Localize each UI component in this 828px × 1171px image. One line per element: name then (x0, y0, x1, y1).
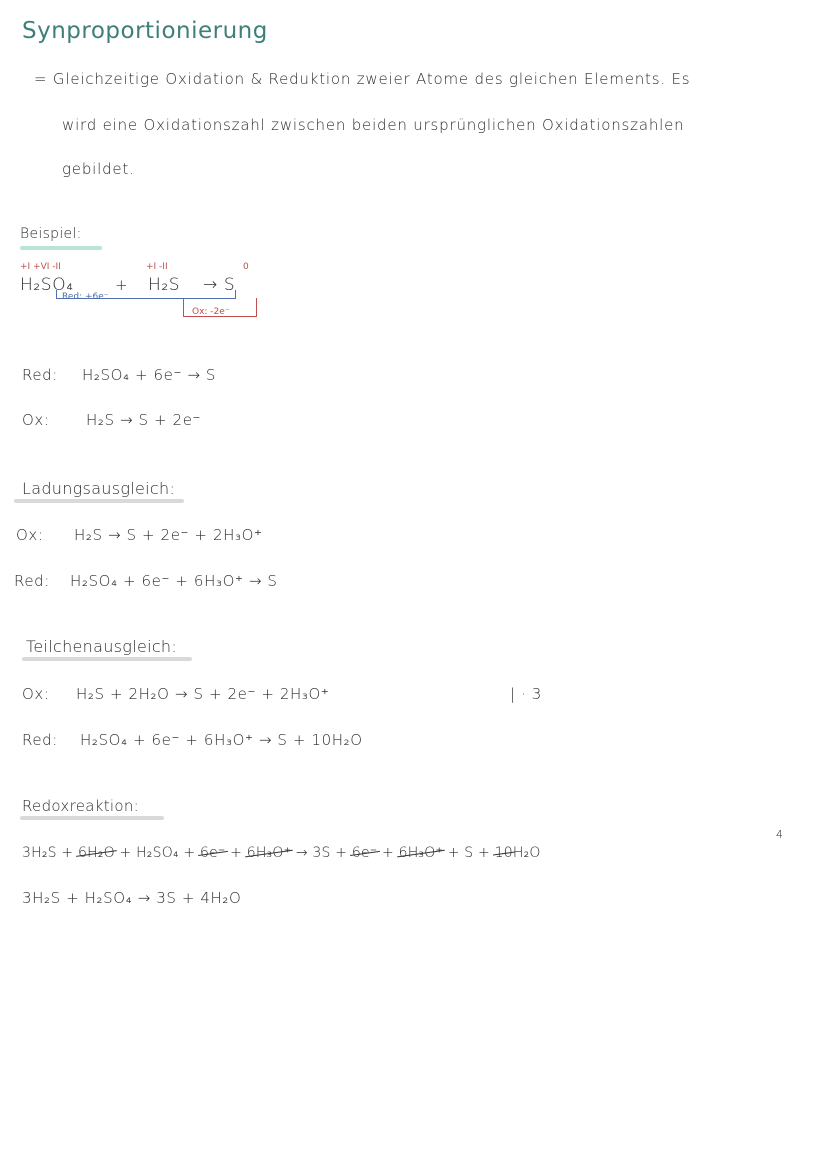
particle-ox-factor: | · 3 (510, 685, 542, 703)
cancelled-term: 6e⁻ (199, 845, 226, 861)
particle-ox-equation: H₂S + 2H₂O → S + 2e⁻ + 2H₃O⁺ (76, 685, 330, 703)
charge-ox-equation: H₂S → S + 2e⁻ + 2H₃O⁺ (74, 526, 263, 544)
oxidation-bracket-label: Ox: -2e⁻ (192, 307, 230, 317)
particle-red-label: Red: (22, 731, 58, 749)
ox-number-s: 0 (243, 262, 249, 272)
cancelled-term: 10 (494, 845, 513, 861)
cancelled-term: 6H₃O⁺ (246, 845, 292, 861)
charge-balance-highlight (14, 499, 184, 503)
charge-red-equation: H₂SO₄ + 6e⁻ + 6H₃O⁺ → S (70, 572, 278, 590)
redox-full-equation (22, 845, 541, 861)
ox-numbers-h2s: +I -II (146, 262, 168, 272)
example-heading: Beispiel: (20, 226, 82, 242)
example-product: → S (203, 275, 236, 295)
page-title: Synproportionierung (22, 18, 268, 44)
redox-eq-part: 3H₂S + (22, 845, 78, 861)
definition-line-3: gebildet. (62, 160, 135, 178)
definition-line-1: = Gleichzeitige Oxidation & Reduktion zweier Atome des gleichen Elements. Es (34, 70, 691, 88)
ox-numbers-h2so4: +I +VI -II (20, 262, 61, 272)
redox-net-equation: 3H₂S + H₂SO₄ → 3S + 4H₂O (22, 889, 242, 907)
particle-ox-label: Ox: (22, 685, 50, 703)
charge-balance-heading: Ladungsausgleich: (22, 479, 176, 498)
example-reactant-2: H₂S (148, 275, 181, 295)
particle-red-equation: H₂SO₄ + 6e⁻ + 6H₃O⁺ → S + 10H₂O (80, 731, 363, 749)
charge-ox-label: Ox: (16, 526, 44, 544)
redox-eq-part: + S + (443, 845, 495, 861)
particle-balance-heading: Teilchenausgleich: (26, 637, 178, 656)
half-ox-label: Ox: (22, 411, 50, 429)
example-heading-highlight (20, 246, 102, 250)
redox-eq-part: + (225, 845, 247, 861)
charge-red-label: Red: (14, 572, 50, 590)
redox-corrected-coefficient: 4 (776, 828, 784, 841)
redox-eq-part: + (377, 845, 399, 861)
redox-eq-part: → 3S + (291, 845, 352, 861)
redox-eq-part: + H₂SO₄ + (114, 845, 200, 861)
redox-heading: Redoxreaktion: (22, 797, 140, 815)
redox-eq-part: H₂O (512, 845, 541, 861)
example-plus: + (115, 276, 129, 294)
cancelled-term: 6H₃O⁺ (398, 845, 444, 861)
redox-highlight (20, 816, 164, 820)
cancelled-term: 6e⁻ (351, 845, 378, 861)
example-reactant-1: H₂SO₄ (20, 275, 74, 295)
half-red-label: Red: (22, 366, 58, 384)
definition-line-2: wird eine Oxidationszahl zwischen beiden ursprünglichen Oxidationszahlen (62, 116, 685, 134)
reduction-bracket-label: Red: +6e⁻ (62, 292, 109, 302)
particle-balance-highlight (22, 657, 192, 661)
half-red-equation: H₂SO₄ + 6e⁻ → S (82, 366, 217, 384)
cancelled-term: 6H₂O (77, 845, 115, 861)
half-ox-equation: H₂S → S + 2e⁻ (86, 411, 202, 429)
